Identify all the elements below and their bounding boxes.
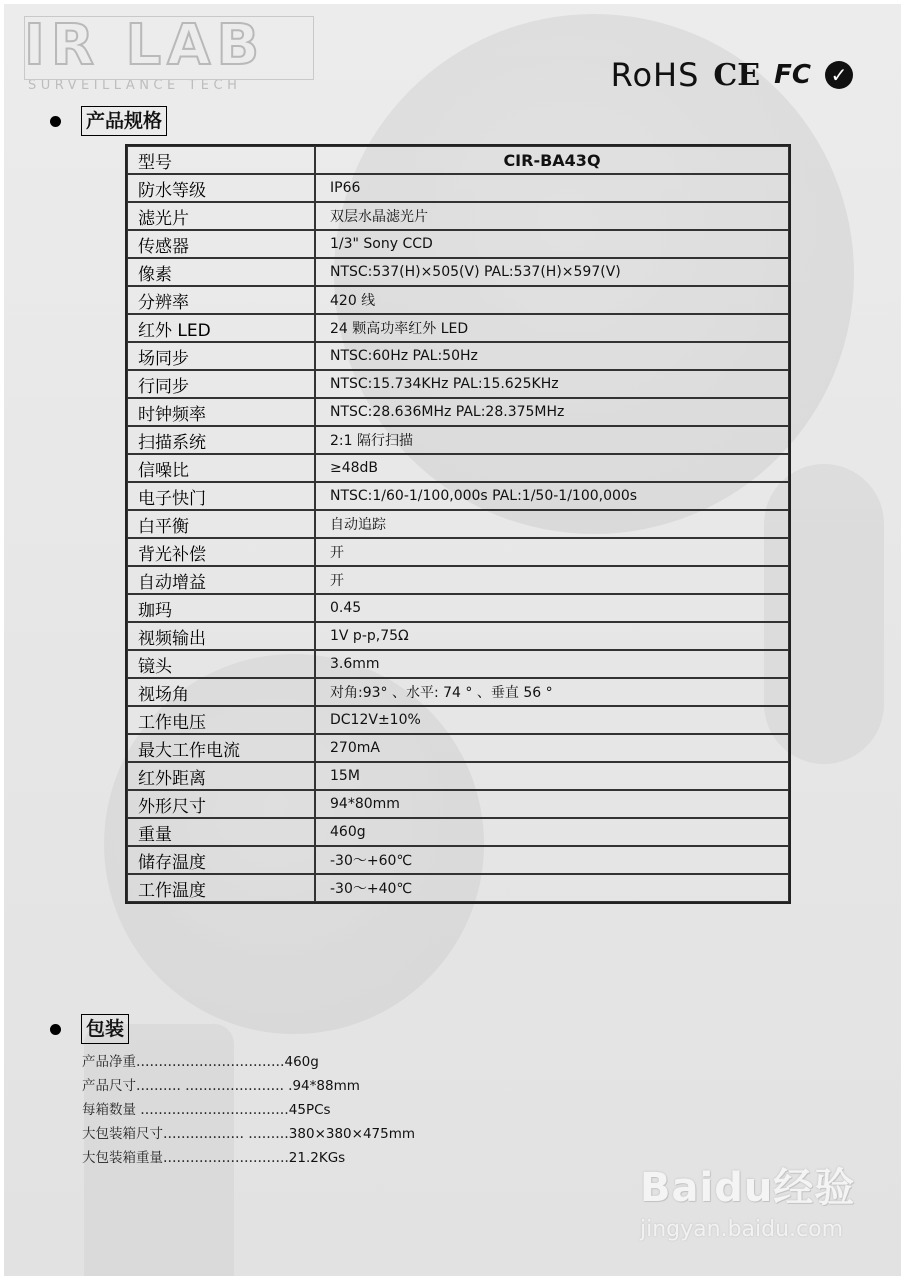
spec-key-cell: 电子快门 bbox=[127, 482, 315, 510]
table-row bbox=[127, 342, 789, 370]
table-row bbox=[127, 314, 789, 342]
table-row bbox=[127, 706, 789, 734]
logo-wordmark: IR LAB bbox=[24, 13, 266, 78]
table-row bbox=[127, 174, 789, 202]
table-row bbox=[127, 650, 789, 678]
table-row bbox=[127, 846, 789, 874]
fc-mark: FC bbox=[774, 60, 811, 90]
baidu-watermark bbox=[640, 1156, 880, 1256]
spec-key-cell: 防水等级 bbox=[127, 174, 315, 202]
spec-key-cell: 场同步 bbox=[127, 342, 315, 370]
spec-value-cell: NTSC:28.636MHz PAL:28.375MHz bbox=[315, 398, 789, 426]
spec-table-body bbox=[127, 146, 789, 902]
spec-value-cell: IP66 bbox=[315, 174, 789, 202]
table-row bbox=[127, 426, 789, 454]
spec-key-cell: 最大工作电流 bbox=[127, 734, 315, 762]
spec-key-cell: 扫描系统 bbox=[127, 426, 315, 454]
spec-value-cell: -30～+40℃ bbox=[315, 874, 789, 902]
spec-key-cell: 红外 LED bbox=[127, 314, 315, 342]
spec-key-cell: 像素 bbox=[127, 258, 315, 286]
list-item bbox=[82, 1122, 415, 1146]
c-tick-mark-icon: ✓ bbox=[825, 61, 853, 89]
watermark-logo: Baidu经验 bbox=[640, 1165, 856, 1211]
table-row bbox=[127, 370, 789, 398]
spec-value-cell: 1V p-p,75Ω bbox=[315, 622, 789, 650]
table-row bbox=[127, 566, 789, 594]
spec-key-cell: 工作温度 bbox=[127, 874, 315, 902]
spec-section-heading bbox=[50, 106, 167, 136]
pack-label: 产品尺寸………. …………………. . bbox=[82, 1078, 293, 1094]
spec-value-cell: 开 bbox=[315, 566, 789, 594]
table-row bbox=[127, 510, 789, 538]
watermark-url: jingyan.baidu.com bbox=[640, 1217, 844, 1242]
spec-key-cell: 白平衡 bbox=[127, 510, 315, 538]
spec-key-cell: 时钟频率 bbox=[127, 398, 315, 426]
list-item bbox=[82, 1098, 415, 1122]
table-row bbox=[127, 202, 789, 230]
spec-value-cell: NTSC:15.734KHz PAL:15.625KHz bbox=[315, 370, 789, 398]
spec-value-cell: 270mA bbox=[315, 734, 789, 762]
spec-value-cell: NTSC:1/60-1/100,000s PAL:1/50-1/100,000s bbox=[315, 482, 789, 510]
spec-value-cell: 双层水晶滤光片 bbox=[315, 202, 789, 230]
spec-key-cell: 行同步 bbox=[127, 370, 315, 398]
pack-label: 大包装箱尺寸……………… ……… bbox=[82, 1126, 289, 1142]
table-row bbox=[127, 734, 789, 762]
spec-value-cell: DC12V±10% bbox=[315, 706, 789, 734]
spec-value-cell: NTSC:60Hz PAL:50Hz bbox=[315, 342, 789, 370]
spec-value-cell: 94*80mm bbox=[315, 790, 789, 818]
table-row bbox=[127, 258, 789, 286]
packaging-list bbox=[82, 1050, 415, 1170]
spec-value-cell: 460g bbox=[315, 818, 789, 846]
table-row bbox=[127, 230, 789, 258]
spec-key-cell: 传感器 bbox=[127, 230, 315, 258]
table-row bbox=[127, 482, 789, 510]
pack-label: 每箱数量 …………………………… bbox=[82, 1102, 289, 1118]
spec-key-cell: 红外距离 bbox=[127, 762, 315, 790]
pack-value: 380×380×475mm bbox=[288, 1126, 416, 1142]
pack-value: 94*88mm bbox=[292, 1078, 360, 1094]
spec-value-cell: 2:1 隔行扫描 bbox=[315, 426, 789, 454]
pack-value: 460g bbox=[284, 1054, 319, 1070]
pack-value: 45PCs bbox=[288, 1102, 331, 1118]
pack-section-heading bbox=[50, 1014, 129, 1044]
bullet-icon bbox=[50, 116, 61, 127]
bullet-icon bbox=[50, 1024, 61, 1035]
spec-key-cell: 滤光片 bbox=[127, 202, 315, 230]
spec-key-cell: 珈玛 bbox=[127, 594, 315, 622]
spec-key-cell: 外形尺寸 bbox=[127, 790, 315, 818]
spec-value-cell: -30～+60℃ bbox=[315, 846, 789, 874]
spec-key-cell: 重量 bbox=[127, 818, 315, 846]
spec-key-cell: 型号 bbox=[127, 146, 315, 174]
irlab-logo bbox=[24, 13, 314, 96]
spec-key-cell: 储存温度 bbox=[127, 846, 315, 874]
spec-value-cell: ≥48dB bbox=[315, 454, 789, 482]
spec-key-cell: 镜头 bbox=[127, 650, 315, 678]
spec-key-cell: 背光补偿 bbox=[127, 538, 315, 566]
table-row bbox=[127, 538, 789, 566]
spec-key-cell: 自动增益 bbox=[127, 566, 315, 594]
table-row bbox=[127, 454, 789, 482]
spec-key-cell: 视频输出 bbox=[127, 622, 315, 650]
table-row bbox=[127, 594, 789, 622]
table-row bbox=[127, 622, 789, 650]
spec-key-cell: 工作电压 bbox=[127, 706, 315, 734]
table-row bbox=[127, 874, 789, 902]
table-row bbox=[127, 818, 789, 846]
spec-key-cell: 信噪比 bbox=[127, 454, 315, 482]
list-item bbox=[82, 1050, 415, 1074]
certification-marks bbox=[611, 56, 853, 94]
table-row bbox=[127, 790, 789, 818]
table-row bbox=[127, 762, 789, 790]
spec-value-cell: 开 bbox=[315, 538, 789, 566]
pack-label: 大包装箱重量………………………. bbox=[82, 1150, 289, 1166]
table-row bbox=[127, 146, 789, 174]
logo-frame bbox=[24, 13, 314, 80]
spec-section-title: 产品规格 bbox=[81, 106, 167, 136]
table-row bbox=[127, 398, 789, 426]
table-row bbox=[127, 286, 789, 314]
pack-section-title: 包装 bbox=[81, 1014, 129, 1044]
spec-value-cell: 1/3" Sony CCD bbox=[315, 230, 789, 258]
spec-value-cell: 420 线 bbox=[315, 286, 789, 314]
ce-mark: CE bbox=[713, 57, 761, 93]
list-item bbox=[82, 1146, 415, 1170]
spec-key-cell: 视场角 bbox=[127, 678, 315, 706]
spec-value-cell: NTSC:537(H)×505(V) PAL:537(H)×597(V) bbox=[315, 258, 789, 286]
spec-sheet-page bbox=[4, 4, 901, 1276]
spec-key-cell: 分辨率 bbox=[127, 286, 315, 314]
spec-table bbox=[125, 144, 791, 904]
spec-value-cell: 3.6mm bbox=[315, 650, 789, 678]
pack-label: 产品净重…………………………… bbox=[82, 1054, 285, 1070]
rohs-mark: RoHS bbox=[610, 56, 700, 94]
spec-value-cell: 自动追踪 bbox=[315, 510, 789, 538]
spec-value-cell: 对角:93° 、水平: 74 ° 、垂直 56 ° bbox=[315, 678, 789, 706]
spec-value-cell: 15M bbox=[315, 762, 789, 790]
table-row bbox=[127, 678, 789, 706]
spec-value-cell: CIR-BA43Q bbox=[315, 146, 789, 174]
list-item bbox=[82, 1074, 415, 1098]
spec-value-cell: 24 颗高功率红外 LED bbox=[315, 314, 789, 342]
spec-value-cell: 0.45 bbox=[315, 594, 789, 622]
logo-tagline: SURVEILLANCE TECH bbox=[28, 78, 242, 93]
pack-value: 21.2KGs bbox=[288, 1150, 346, 1166]
